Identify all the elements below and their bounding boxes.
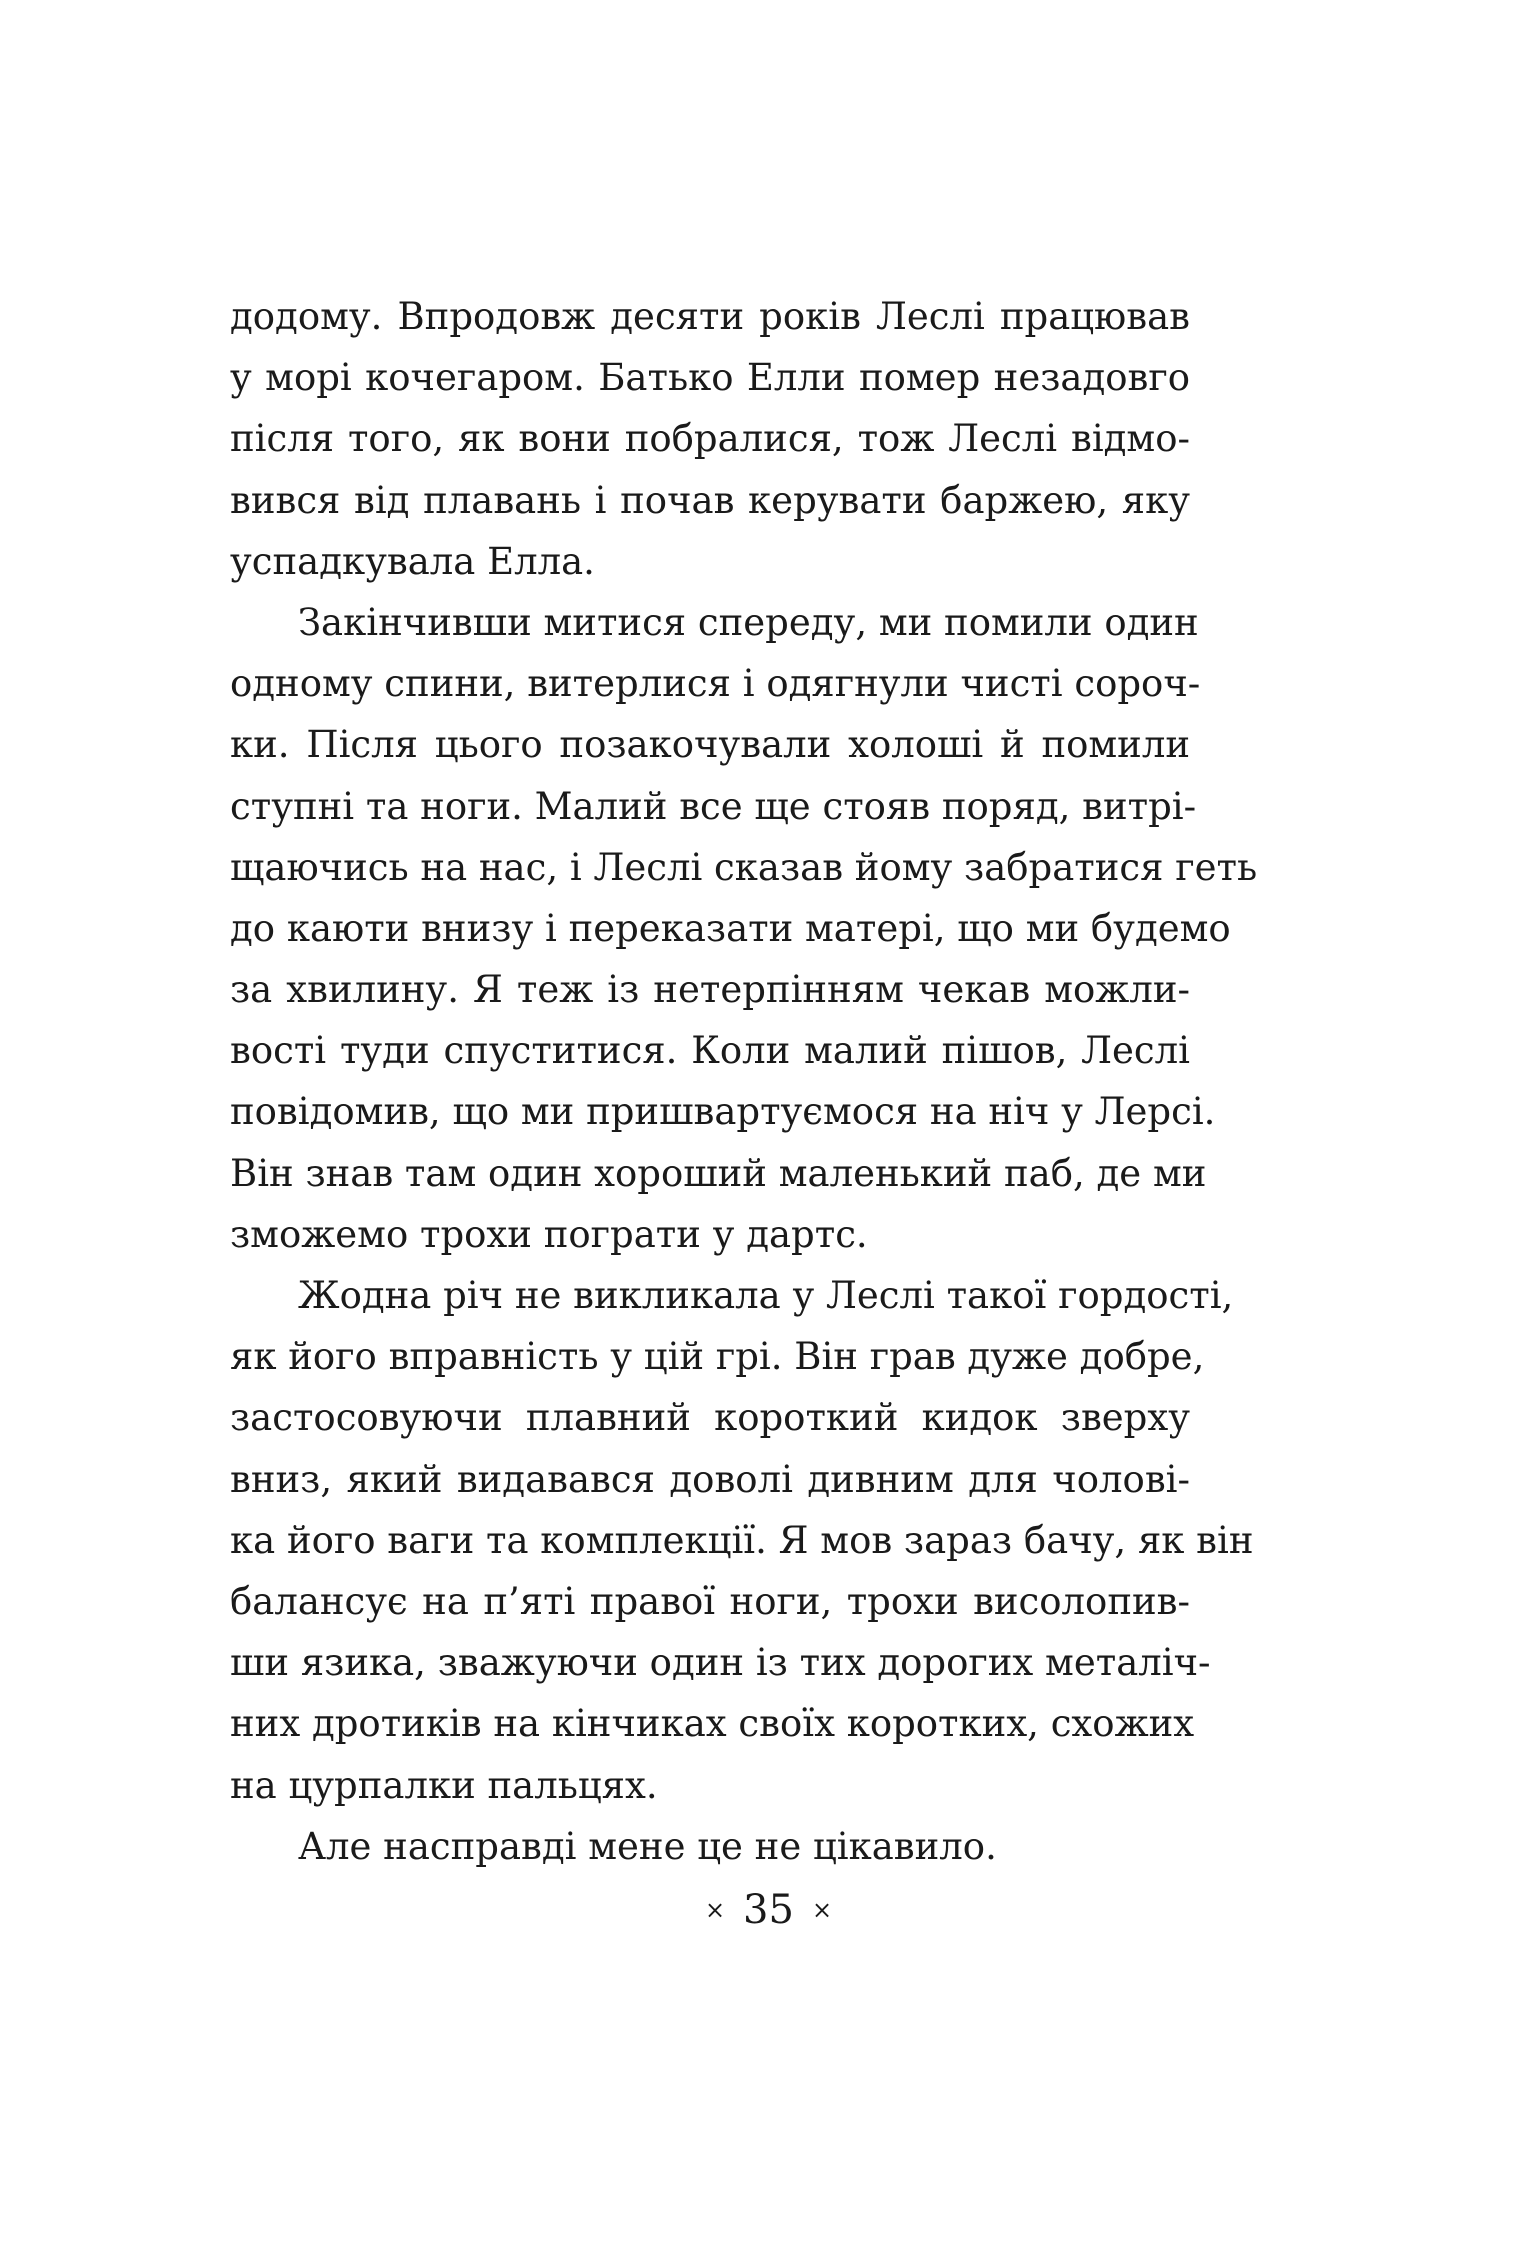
text-line: за хвилину. Я теж із нетерпінням чекав можли-	[230, 968, 1190, 1012]
text-line: Закінчивши митися спереду, ми помили один	[298, 600, 1199, 644]
text-line: Він знав там один хороший маленький паб, де ми	[230, 1151, 1207, 1195]
text-line: додому. Впродовж десяти років Леслі працював	[230, 295, 1190, 338]
text-line: зможемо трохи пограти у дартс.	[230, 1212, 868, 1256]
page-number	[0, 1880, 1537, 1943]
text-line: Жодна річ не викликала у Леслі такої гордості,	[298, 1274, 1234, 1317]
text-line: вості туди спуститися. Коли малий пішов, Леслі	[230, 1029, 1190, 1073]
text-line: балансує на п’яті правої ноги, трохи висолопив-	[230, 1579, 1190, 1623]
text-line: повідомив, що ми пришвартуємося на ніч у Лерсі.	[230, 1090, 1216, 1134]
body-text	[230, 286, 1258, 1877]
text-line: як його вправність у цій грі. Він грав дуже добре,	[230, 1335, 1205, 1379]
text-line: на цурпалки пальцях.	[230, 1763, 658, 1807]
page-number-separator-left: ×	[704, 1896, 726, 1924]
text-line: щаючись на нас, і Леслі сказав йому забратися геть	[230, 845, 1258, 889]
text-line: ши язика, зважуючи один із тих дорогих металіч-	[230, 1641, 1211, 1685]
text-line: них дротиків на кінчиках своїх коротких, схожих	[230, 1702, 1195, 1746]
paragraph	[230, 286, 1190, 592]
text-line: після того, як вони побралися, тож Леслі відмо-	[230, 417, 1190, 461]
page-number-value: 35	[743, 1887, 794, 1933]
text-line: ступні та ноги. Малий все ще стояв поряд, витрі-	[230, 784, 1197, 828]
paragraph	[230, 592, 1258, 1265]
text-line: застосовуючи плавний короткий кидок зверху	[230, 1396, 1190, 1440]
text-line: до каюти внизу і переказати матері, що ми будемо	[230, 906, 1231, 950]
text-line: ки. Після цього позакочували холоші й помили	[230, 723, 1190, 767]
page-number-separator-right: ×	[811, 1896, 833, 1924]
text-line: вився від плавань і почав керувати баржею, яку	[230, 478, 1190, 522]
text-line: у морі кочегаром. Батько Елли помер незадовго	[230, 356, 1190, 400]
text-line: ка його ваги та комплекції. Я мов зараз бачу, як він	[230, 1518, 1254, 1562]
text-line: Але насправді мене це не цікавило.	[298, 1824, 997, 1868]
text-line: вниз, який видавався доволі дивним для чолові-	[230, 1457, 1190, 1501]
paragraph	[230, 1816, 1190, 1877]
paragraph	[230, 1265, 1254, 1816]
text-line: успадкувала Елла.	[230, 539, 595, 583]
text-line: одному спини, витерлися і одягнули чисті сороч-	[230, 662, 1201, 706]
